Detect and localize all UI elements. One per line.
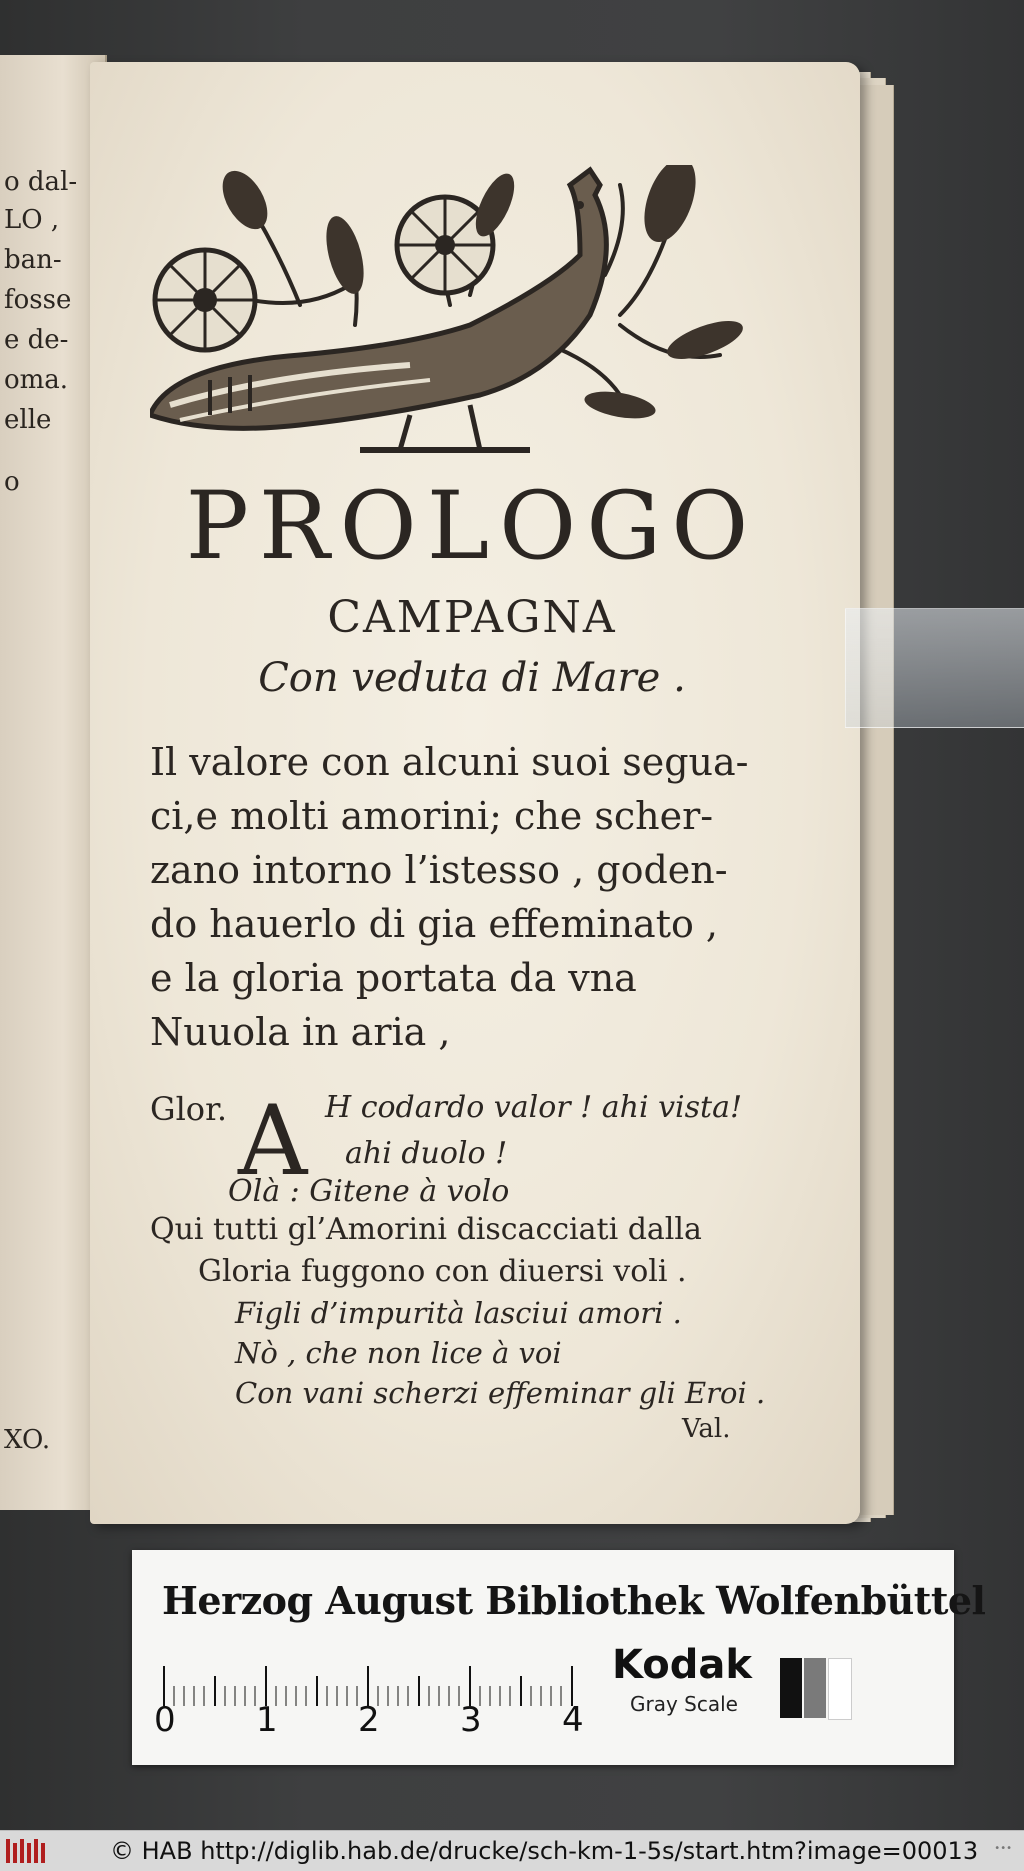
library-name: Herzog August Bibliothek Wolfenbüttel — [162, 1578, 986, 1623]
left-page-fragment: ban- — [4, 245, 62, 275]
color-calibration-card — [132, 1550, 986, 1765]
left-page-fragment: o — [4, 467, 20, 497]
hab-logo-icon — [6, 1839, 46, 1863]
verse-line: Nò , che non lice à voi — [235, 1336, 562, 1370]
ruler-number: 0 — [154, 1700, 176, 1740]
left-page-fragment: LO , — [4, 205, 60, 235]
scene-heading: CAMPAGNA — [327, 592, 617, 643]
verse-line: Olà : Gitene à volo — [228, 1174, 510, 1209]
left-page-fragment: e de- — [4, 325, 69, 355]
gray-scale-label: Gray Scale — [630, 1692, 738, 1716]
ruler-number: 4 — [562, 1700, 584, 1740]
gray-swatch-white — [828, 1658, 852, 1720]
description-line: zano intorno l’istesso , goden- — [150, 848, 728, 892]
left-page-fragment: XO. — [4, 1425, 51, 1455]
speaker-label: Glor. — [150, 1090, 228, 1128]
kodak-brand: Kodak — [612, 1642, 752, 1688]
verse-line: Con vani scherzi effeminar gli Eroi . — [235, 1376, 766, 1410]
verse-line: Figli d’impurità lasciui amori . — [235, 1296, 682, 1330]
footer-dots: ••• — [994, 1843, 1012, 1854]
stage-direction: Gloria fuggono con diuersi voli . — [198, 1254, 687, 1289]
scene-subheading: Con veduta di Mare . — [258, 655, 686, 701]
description-line: e la gloria portata da vna — [150, 956, 637, 1000]
ruler-number: 1 — [256, 1700, 278, 1740]
page-clip — [845, 608, 1024, 728]
description-line: do hauerlo di gia effeminato , — [150, 902, 719, 946]
flower-icon — [155, 250, 255, 350]
copyright-url: © HAB http://diglib.hab.de/drucke/sch-km-1-5s/start.htm?image=00013 — [110, 1837, 979, 1865]
description-line: ci,e molti amorini; che scher- — [150, 794, 714, 838]
stage-direction: Qui tutti gl’Amorini discacciati dalla — [150, 1212, 702, 1247]
catchword: Val. — [682, 1414, 731, 1444]
left-page-fragment: o dal- — [4, 167, 78, 197]
left-page-fragment: fosse — [4, 285, 72, 315]
page-edge — [860, 85, 894, 1515]
verse-line: H codardo valor ! ahi vista! — [325, 1090, 743, 1125]
verse-line: ahi duolo ! — [345, 1136, 508, 1171]
footer-bar — [0, 1830, 1024, 1871]
woodcut-ornament — [150, 165, 770, 465]
page-title: PROLOGO — [185, 472, 759, 581]
left-page-fragment: elle — [4, 405, 52, 435]
left-page-fragment: oma. — [4, 365, 69, 395]
ruler-number: 2 — [358, 1700, 380, 1740]
ruler-icon — [132, 1636, 592, 1706]
ruler-number: 3 — [460, 1700, 482, 1740]
drop-cap: A — [238, 1085, 308, 1197]
gray-swatch-black — [780, 1658, 802, 1718]
gray-swatch-mid — [804, 1658, 826, 1718]
stage-description — [150, 735, 770, 1059]
description-line: Il valore con alcuni suoi segua- — [150, 740, 749, 784]
description-line: Nuuola in aria , — [150, 1010, 451, 1054]
